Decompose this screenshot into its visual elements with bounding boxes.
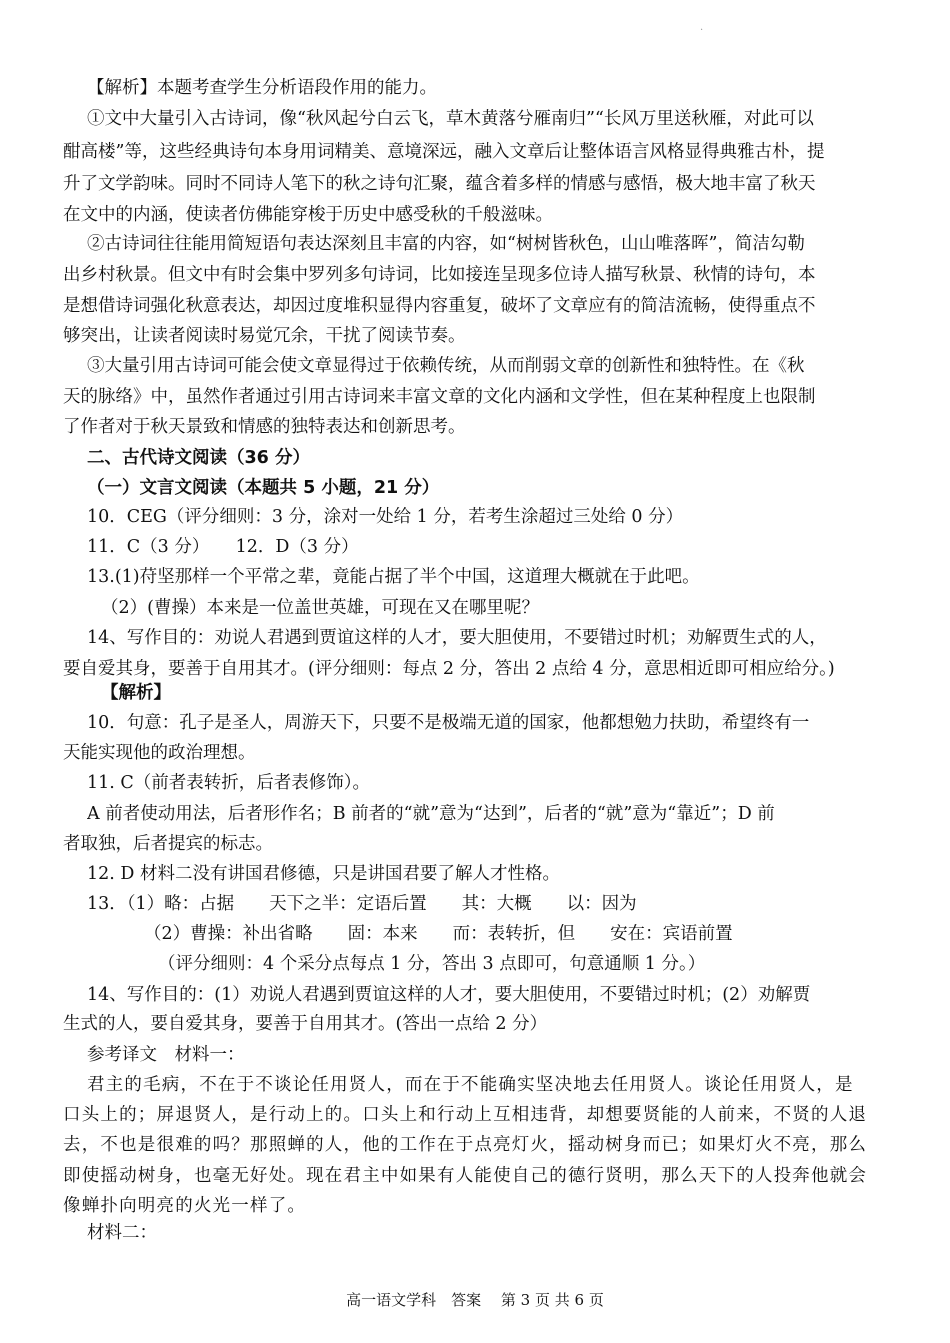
page-footer: 高一语文学科 答案 第 3 页 共 6 页 xyxy=(346,1291,604,1309)
text-line: ③大量引用古诗词可能会使文章显得过于依赖传统，从而削弱文章的创新性和独特性。在《秋 xyxy=(87,356,805,376)
analysis-line: （2）曹操：补出省略 固：本来 而：表转折，但 安在：宾语前置 xyxy=(144,924,733,944)
analysis-line: 11. C（前者表转折，后者表修饰）。 xyxy=(87,773,371,793)
answer-line: 14、写作目的：劝说人君遇到贾谊这样的人才，要大胆使用，不要错过时机；劝解贾生式的人， xyxy=(87,628,827,648)
subsection-heading: （一）文言文阅读（本题共 5 小题，21 分） xyxy=(87,478,440,498)
section-heading: 二、古代诗文阅读（36 分） xyxy=(87,448,310,468)
analysis-line: 13．（1）略：占据 天下之半：定语后置 其：大概 以：因为 xyxy=(87,894,637,914)
analysis-heading: 【解析】本题考查学生分析语段作用的能力。 xyxy=(87,78,437,98)
translation-heading: 参考译文 材料一： xyxy=(87,1045,245,1065)
analysis-line: （评分细则：4 个采分点每点 1 分，答出 3 点即可，句意通顺 1 分。） xyxy=(158,954,706,974)
text-line: 是想借诗词强化秋意表达，却因过度堆积显得内容重复，破坏了文章应有的简洁流畅，使得重点不 xyxy=(63,296,816,316)
translation-line: 去，不也是很难的吗？那照蝉的人，他的工作在于点亮灯火，摇动树身而已；如果灯火不亮，那么 xyxy=(63,1135,868,1155)
translation-line: 口头上的；屏退贤人，是行动上的。口头上和行动上互相违背，却想要贤能的人前来，不贤的人退 xyxy=(63,1105,868,1125)
text-line: ②古诗词往往能用简短语句表达深刻且丰富的内容，如“树树皆秋色，山山唯落晖”，简洁勾勒 xyxy=(87,234,805,254)
translation-line: 即使摇动树身，也毫无好处。现在君主中如果有人能使自己的德行贤明，那么天下的人投奔他就会 xyxy=(63,1166,868,1186)
text-line: 出乡村秋景。但文中有时会集中罗列多句诗词，比如接连呈现多位诗人描写秋景、秋情的诗句，本 xyxy=(63,265,816,285)
analysis-line: 天能实现他的政治理想。 xyxy=(63,743,256,763)
analysis-line: A 前者使动用法，后者形作名；B 前者的“就”意为“达到”，后者的“就”意为“靠近”；D 前 xyxy=(87,804,775,824)
text-line: 了作者对于秋天景致和情感的独特表达和创新思考。 xyxy=(63,417,466,437)
material-two-label: 材料二： xyxy=(87,1223,157,1243)
text-line: 酣高楼”等，这些经典诗句本身用词精美、意境深远，融入文章后让整体语言风格显得典雅古朴，提 xyxy=(63,142,825,162)
answer-line: 10．CEG（评分细则：3 分，涂对一处给 1 分，若考生涂超过三处给 0 分） xyxy=(87,507,684,527)
text-line: 够突出，让读者阅读时易觉冗余，干扰了阅读节奏。 xyxy=(63,326,466,346)
answer-line: 13.(1)苻坚那样一个平常之辈，竟能占据了半个中国，这道理大概就在于此吧。 xyxy=(87,567,700,587)
analysis-line: 12. D 材料二没有讲国君修德，只是讲国君要了解人才性格。 xyxy=(87,864,560,884)
analysis-line: 者取独，后者提宾的标志。 xyxy=(63,834,273,854)
answer-line: 要自爱其身，要善于自用其才。(评分细则：每点 2 分，答出 2 点给 4 分，意思相近即可相应给分。) xyxy=(63,659,835,679)
text-line: 天的脉络》中，虽然作者通过引用古诗词来丰富文章的文化内涵和文学性，但在某种程度上也限制 xyxy=(63,387,816,407)
analysis-line: 生式的人，要自爱其身，要善于自用其才。(答出一点给 2 分） xyxy=(63,1014,548,1034)
text-line: 在文中的内涵，使读者仿佛能穿梭于历史中感受秋的千般滋味。 xyxy=(63,205,553,225)
answer-line: （2）(曹操）本来是一位盖世英雄，可现在又在哪里呢？ xyxy=(101,598,539,618)
analysis-line: 10．句意：孔子是圣人，周游天下，只要不是极端无道的国家，他都想勉力扶助，希望终有一 xyxy=(87,713,810,733)
answer-line: 11．C（3 分） 12．D（3 分） xyxy=(87,537,359,557)
analysis-line: 14、写作目的：(1）劝说人君遇到贾谊这样的人才，要大胆使用，不要错过时机；(2）劝解贾 xyxy=(87,985,811,1005)
analysis-label: 【解析】 xyxy=(101,683,171,703)
translation-line: 君主的毛病，不在于不谈论任用贤人，而在于不能确实坚决地去任用贤人。谈论任用贤人，是 xyxy=(87,1075,854,1095)
translation-line: 像蝉扑向明亮的火光一样了。 xyxy=(63,1196,307,1216)
text-line: ①文中大量引入古诗词，像“秋风起兮白云飞，草木黄落兮雁南归”“长风万里送秋雁，对此可以 xyxy=(87,109,814,129)
corner-dot: . xyxy=(700,22,704,33)
text-line: 升了文学韵味。同时不同诗人笔下的秋之诗句汇聚，蕴含着多样的情感与感悟，极大地丰富了秋天 xyxy=(63,174,816,194)
